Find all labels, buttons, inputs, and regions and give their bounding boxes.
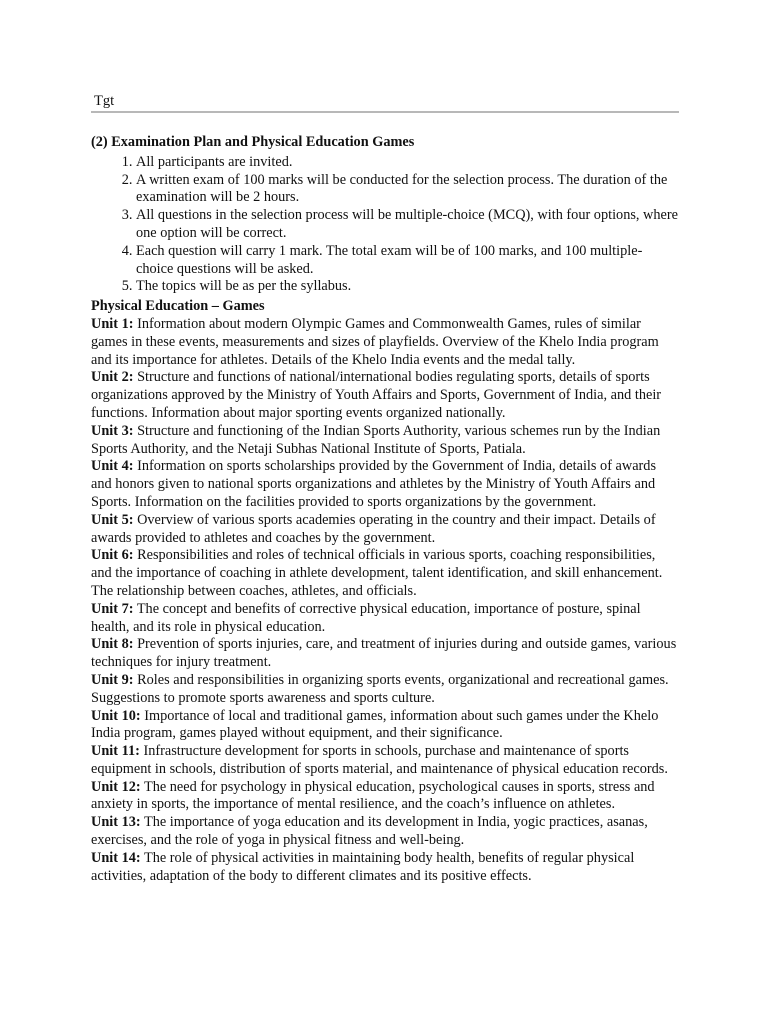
unit-label: Unit 2: <box>91 369 134 386</box>
unit-text: The role of physical activities in maintaining body health, benefits of regular physical activities, adaptation of the body to different climates and its positive effects. <box>91 849 635 884</box>
unit-label: Unit 14: <box>91 849 141 866</box>
unit-label: Unit 1: <box>91 315 134 332</box>
unit-label: Unit 6: <box>91 547 134 564</box>
unit-paragraph <box>91 601 679 637</box>
unit-paragraph <box>91 708 679 744</box>
unit-label: Unit 10: <box>91 707 141 724</box>
unit-paragraph <box>91 743 679 779</box>
unit-paragraph <box>91 423 679 459</box>
unit-text: Structure and functions of national/international bodies regulating sports, details of sports organizations approved by the Ministry of Youth Affairs and Sports, Government of India, and their functions. Information about major sporting events organized nationally. <box>91 369 662 421</box>
document-page <box>91 93 679 885</box>
unit-label: Unit 8: <box>91 636 134 653</box>
section-title: (2) Examination Plan and Physical Education Games <box>91 134 415 150</box>
unit-text: Importance of local and traditional games, information about such games under the Khelo India program, games played without equipment, and their significance. <box>91 707 659 742</box>
unit-paragraph <box>91 779 679 815</box>
list-item: 5. The topics will be as per the syllabus. <box>136 278 679 296</box>
syllabus-units <box>91 316 679 886</box>
list-item: 4. Each question will carry 1 mark. The total exam will be of 100 marks, and 100 multiple-choice questions will be asked. <box>136 243 679 279</box>
unit-paragraph <box>91 814 679 850</box>
unit-text: Responsibilities and roles of technical officials in various sports, coaching responsibilities, and the importance of coaching in athlete development, talent identification, and skill enhancement. The relationship between coaches, athletes, and officials. <box>91 547 663 599</box>
unit-text: Structure and functioning of the Indian Sports Authority, various schemes run by the Indian Sports Authority, and the Netaji Subhas National Institute of Sports, Patiala. <box>91 422 661 457</box>
unit-label: Unit 13: <box>91 814 141 831</box>
unit-paragraph <box>91 369 679 422</box>
header-divider <box>91 111 679 113</box>
unit-label: Unit 7: <box>91 600 134 617</box>
unit-label: Unit 11: <box>91 743 140 760</box>
unit-paragraph <box>91 512 679 548</box>
exam-plan-list <box>91 154 679 296</box>
unit-paragraph <box>91 850 679 886</box>
unit-paragraph <box>91 547 679 600</box>
list-item: 2. A written exam of 100 marks will be conducted for the selection process. The duration of the examination will be 2 hours. <box>136 172 679 208</box>
unit-text: Overview of various sports academies operating in the country and their impact. Details of awards provided to athletes and coaches by the government. <box>91 511 656 546</box>
unit-text: Roles and responsibilities in organizing sports events, organizational and recreational games. Suggestions to promote sports awareness and sports culture. <box>91 671 669 706</box>
list-item: 1. All participants are invited. <box>136 154 679 172</box>
unit-label: Unit 9: <box>91 671 134 688</box>
list-item: 3. All questions in the selection process will be multiple-choice (MCQ), with four options, where one option will be correct. <box>136 207 679 243</box>
unit-text: Infrastructure development for sports in schools, purchase and maintenance of sports equipment in schools, distribution of sports material, and maintenance of physical education records. <box>91 743 668 777</box>
unit-label: Unit 4: <box>91 458 134 475</box>
syllabus-heading: Physical Education – Games <box>91 298 265 315</box>
unit-paragraph <box>91 672 679 708</box>
unit-label: Unit 12: <box>91 778 141 795</box>
unit-paragraph <box>91 458 679 511</box>
unit-text: Prevention of sports injuries, care, and treatment of injuries during and outside games, various techniques for injury treatment. <box>91 636 677 671</box>
unit-text: The importance of yoga education and its development in India, yogic practices, asanas, exercises, and the role of yoga in physical fitness and well-being. <box>91 814 648 849</box>
unit-label: Unit 5: <box>91 511 134 528</box>
unit-text: The need for psychology in physical education, psychological causes in sports, stress and anxiety in sports, the importance of mental resilience, and the coach’s influence on athletes. <box>91 778 655 813</box>
unit-text: Information on sports scholarships provided by the Government of India, details of awards and honors given to national sports organizations and athletes by the Ministry of Youth Affairs and Sports. Information on the facilities provided to sports organizations by the government. <box>91 458 657 510</box>
unit-paragraph <box>91 636 679 672</box>
unit-paragraph <box>91 316 679 369</box>
unit-label: Unit 3: <box>91 422 134 439</box>
unit-text: Information about modern Olympic Games and Commonwealth Games, rules of similar games in these events, measurements and sizes of playfields. Overview of the Khelo India program and its importance for athletes. Details of the Khelo India events and the medal tally. <box>91 315 659 368</box>
page-header: Tgt <box>94 93 115 109</box>
unit-text: The concept and benefits of corrective physical education, importance of posture, spinal health, and its role in physical education. <box>91 600 641 635</box>
